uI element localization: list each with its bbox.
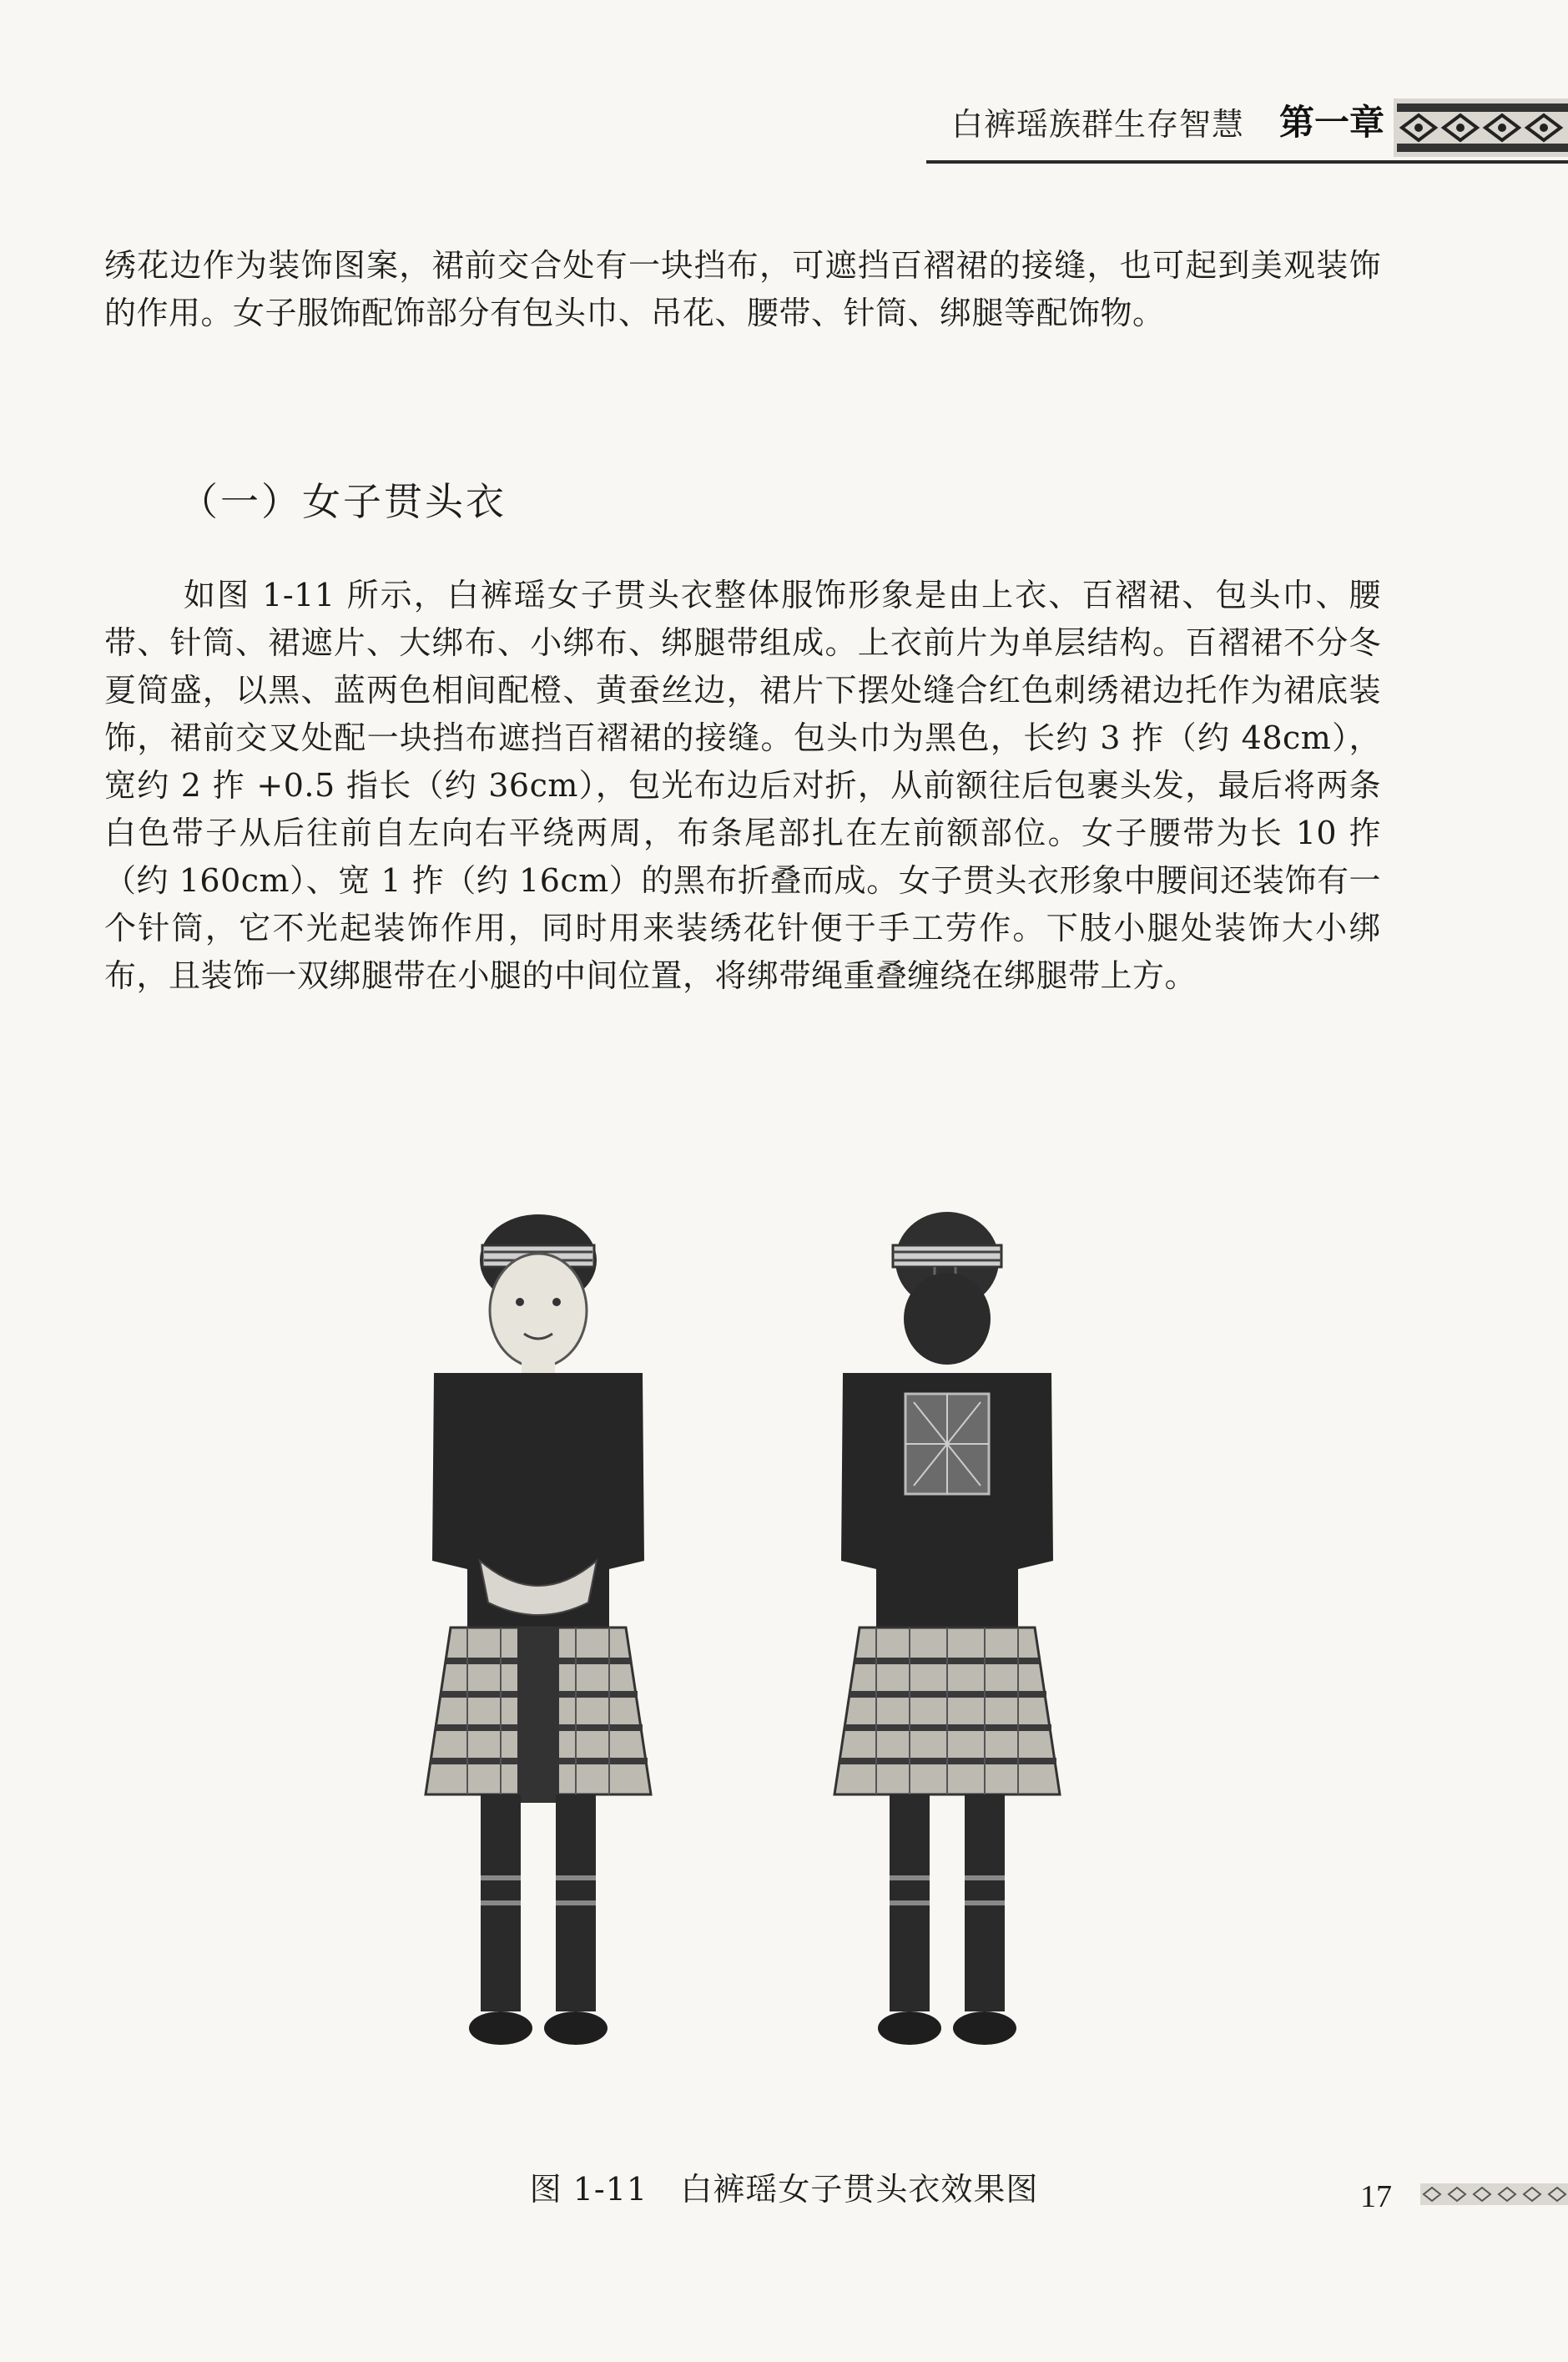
running-header [0, 0, 1568, 184]
chapter-label: 第一章 [1278, 102, 1384, 143]
section-heading: （一）女子贯头衣 [179, 479, 507, 524]
page-number: 17 [1360, 2179, 1392, 2214]
figure-caption: 图 1-11 白裤瑶女子贯头衣效果图 [529, 2171, 1039, 2208]
section-body [104, 572, 1381, 1000]
intro-paragraph [104, 242, 1381, 337]
intro-text: 绣花边作为装饰图案，裙前交合处有一块挡布，可遮挡百褶裙的接缝，也可起到美观装饰的作用。女子服饰配饰部分有包头巾、吊花、腰带、针筒、绑腿等配饰物。 [104, 247, 1381, 331]
section-body-text: 如图 1-11 所示，白裤瑶女子贯头衣整体服饰形象是由上衣、百褶裙、包头巾、腰带、针筒、裙遮片、大绑布、小绑布、绑腿带组成。上衣前片为单层结构。百褶裙不分冬夏简盛，以黑、蓝两色相间配橙、黄蚕丝边，裙片下摆处缝合红色刺绣裙边托作为裙底装饰，裙前交叉处配一块挡布遮挡百褶裙的接缝。包头巾为黑色，长约 3 拃（约 48cm），宽约 2 拃 +0.5 指长（约 36cm），包光布边后对折，从前额往后包裹头发，最后将两条白色带子从后往前自左向右平绕两周，布条尾部扎在左前额部位。女子腰带为长 10 拃（约 160cm）、宽 1 拃（约 16cm）的黑布折叠而成。女子贯头衣形象中腰间还装饰有一个针筒，它不光起装饰作用，同时用来装绣花针便于手工劳作。下肢小腿处装饰大小绑布，且装饰一双绑腿带在小腿的中间位置，将绑带绳重叠缠绕在绑腿带上方。 [104, 577, 1381, 994]
front-view-illustration [401, 1194, 676, 2145]
header-rule [926, 160, 1568, 164]
footer-ornament-icon [1420, 2183, 1568, 2205]
ornament-icon [1394, 98, 1568, 157]
back-view-illustration [809, 1194, 1085, 2145]
book-title: 白裤瑶族群生存智慧 [950, 106, 1244, 143]
